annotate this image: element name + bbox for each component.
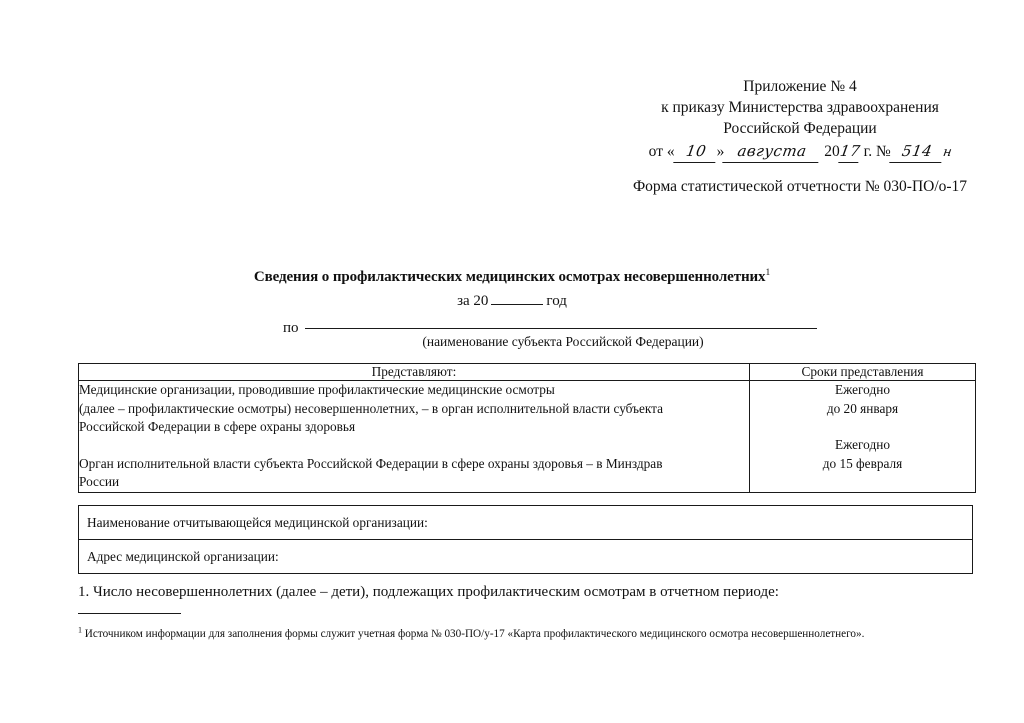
- row-0-right-line-0: Ежегодно: [835, 382, 890, 397]
- table-row: [79, 381, 976, 493]
- date-day-handwritten: 10: [673, 141, 718, 163]
- page-title-text: Сведения о профилактических медицинских осмотрах несовершеннолетних: [253, 269, 766, 285]
- subject-caption: (наименование субъекта Российской Федерации): [422, 334, 704, 349]
- row-spacer: [79, 437, 749, 455]
- organisation-fields: [78, 505, 973, 574]
- submitters-cell: [79, 381, 750, 493]
- period-suffix: год: [546, 293, 567, 309]
- subject-label: по: [283, 320, 299, 336]
- page-title: [0, 269, 1024, 286]
- row-0-right-line-1: до 20 января: [826, 400, 899, 416]
- column-header-submitters: Представляют:: [79, 364, 750, 381]
- period-prefix: за 20: [457, 293, 489, 309]
- reporting-period-line: [0, 293, 1024, 310]
- column-header-deadlines: Сроки представления: [750, 364, 976, 381]
- order-number-handwritten: 514: [889, 141, 944, 163]
- row-1-right-line-1: до 15 февраля: [822, 455, 903, 471]
- order-authority-line-1: к приказу Министерства здравоохранения: [661, 99, 939, 116]
- order-authority-line-2: Российской Федерации: [723, 120, 877, 137]
- document-header-block: [600, 76, 1000, 163]
- date-year-prefix: 20: [824, 143, 840, 160]
- date-year-suffix: г. №: [863, 143, 891, 160]
- section-item-1: 1. Число несовершеннолетних (далее – дети), подлежащих профилактическим осмотрам в отчетном периоде:: [78, 584, 779, 600]
- date-prefix: от «: [648, 143, 675, 160]
- footnote: [78, 627, 978, 642]
- row-0-left-line-0: Медицинские организации, проводившие профилактические медицинские осмотры: [79, 382, 555, 397]
- table-header-row: [79, 364, 976, 381]
- footnote-text: Источником информации для заполнения формы служит учетная форма № 030-ПО/у-17 «Карта профилактического медицинского осмотра несовершеннолетнего».: [84, 628, 865, 640]
- submission-table: [78, 363, 976, 493]
- date-year-handwritten: 17: [838, 141, 861, 163]
- row-0-left-line-2: Российской Федерации в сфере охраны здоровья: [79, 419, 356, 434]
- date-month-handwritten: августа: [723, 141, 822, 163]
- org-field-row[interactable]: [79, 506, 973, 540]
- date-quote-close: »: [716, 143, 725, 160]
- row-1-left-line-0: Орган исполнительной власти субъекта Российской Федерации в сфере охраны здоровья – в Минздрав: [79, 455, 663, 471]
- form-code-line: Форма статистической отчетности № 030-ПО/о-17: [632, 178, 968, 195]
- org-name-field[interactable]: Наименование отчитывающейся медицинской организации:: [79, 506, 973, 540]
- order-date-line: [600, 141, 1000, 163]
- order-number-suffix: н: [941, 145, 953, 160]
- footnote-marker: 1: [78, 625, 82, 635]
- row-spacer: [750, 418, 975, 436]
- footnote-separator: [78, 613, 181, 614]
- reporting-year-input[interactable]: [491, 304, 543, 305]
- org-address-field[interactable]: Адрес медицинской организации:: [79, 540, 973, 574]
- appendix-number: Приложение № 4: [743, 78, 857, 95]
- row-1-left-line-1: России: [79, 474, 120, 489]
- row-0-left-line-1: (далее – профилактические осмотры) несовершеннолетних, – в орган исполнительной власти субъекта: [79, 400, 664, 416]
- row-1-right-line-0: Ежегодно: [835, 437, 890, 452]
- org-field-row[interactable]: [79, 540, 973, 574]
- deadlines-cell: [750, 381, 976, 493]
- title-footnote-marker: 1: [765, 268, 771, 278]
- subject-input[interactable]: [305, 315, 817, 329]
